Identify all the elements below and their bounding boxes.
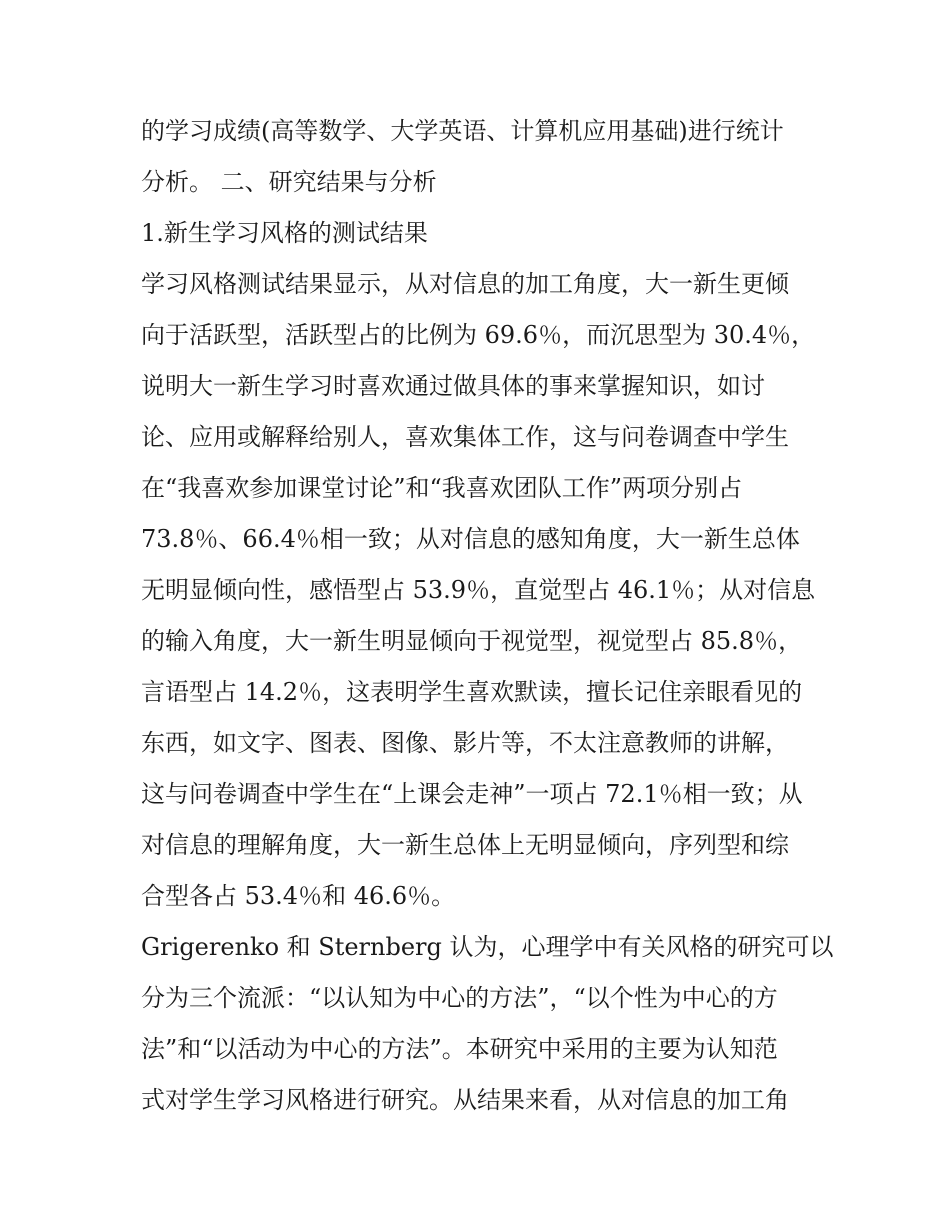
text-line: 分为三个流派：“以认知为中心的方法”，“以个性为中心的方: [141, 984, 778, 1012]
text-line: 73.8％、66.4％相一致；从对信息的感知角度，大一新生总体: [141, 525, 800, 553]
text-line: 式对学生学习风格进行研究。从结果来看，从对信息的加工角: [141, 1086, 789, 1114]
text-line: 法”和“以活动为中心的方法”。本研究中采用的主要为认知范: [141, 1035, 778, 1063]
text-line: 的输入角度，大一新生明显倾向于视觉型，视觉型占 85.8％，: [141, 627, 803, 655]
text-line: 对信息的理解角度，大一新生总体上无明显倾向，序列型和综: [141, 831, 789, 859]
text-line: 这与问卷调查中学生在“上课会走神”一项占 72.1％相一致；从: [141, 780, 803, 808]
text-line: 东西，如文字、图表、图像、影片等，不太注意教师的讲解，: [141, 729, 789, 757]
text-line: 向于活跃型，活跃型占的比例为 69.6％，而沉思型为 30.4％，: [141, 321, 816, 349]
section-heading-line: 分析。 二、研究结果与分析: [141, 168, 437, 196]
text-line: 的学习成绩(高等数学、大学英语、计算机应用基础)进行统计: [141, 117, 784, 145]
body-text: [141, 106, 834, 1126]
text-line: Grigerenko 和 Sternberg 认为，心理学中有关风格的研究可以: [141, 933, 834, 961]
text-line: 在“我喜欢参加课堂讨论”和“我喜欢团队工作”两项分别占: [141, 474, 743, 502]
text-line: 论、应用或解释给别人，喜欢集体工作，这与问卷调查中学生: [141, 423, 789, 451]
subsection-heading: 1.新生学习风格的测试结果: [141, 219, 428, 247]
text-line: 言语型占 14.2％，这表明学生喜欢默读，擅长记住亲眼看见的: [141, 678, 803, 706]
text-line: 说明大一新生学习时喜欢通过做具体的事来掌握知识，如讨: [141, 372, 765, 400]
text-line: 学习风格测试结果显示，从对信息的加工角度，大一新生更倾: [141, 270, 789, 298]
text-line: 无明显倾向性，感悟型占 53.9％，直觉型占 46.1％；从对信息: [141, 576, 816, 604]
text-line: 合型各占 53.4％和 46.6％。: [141, 882, 456, 910]
